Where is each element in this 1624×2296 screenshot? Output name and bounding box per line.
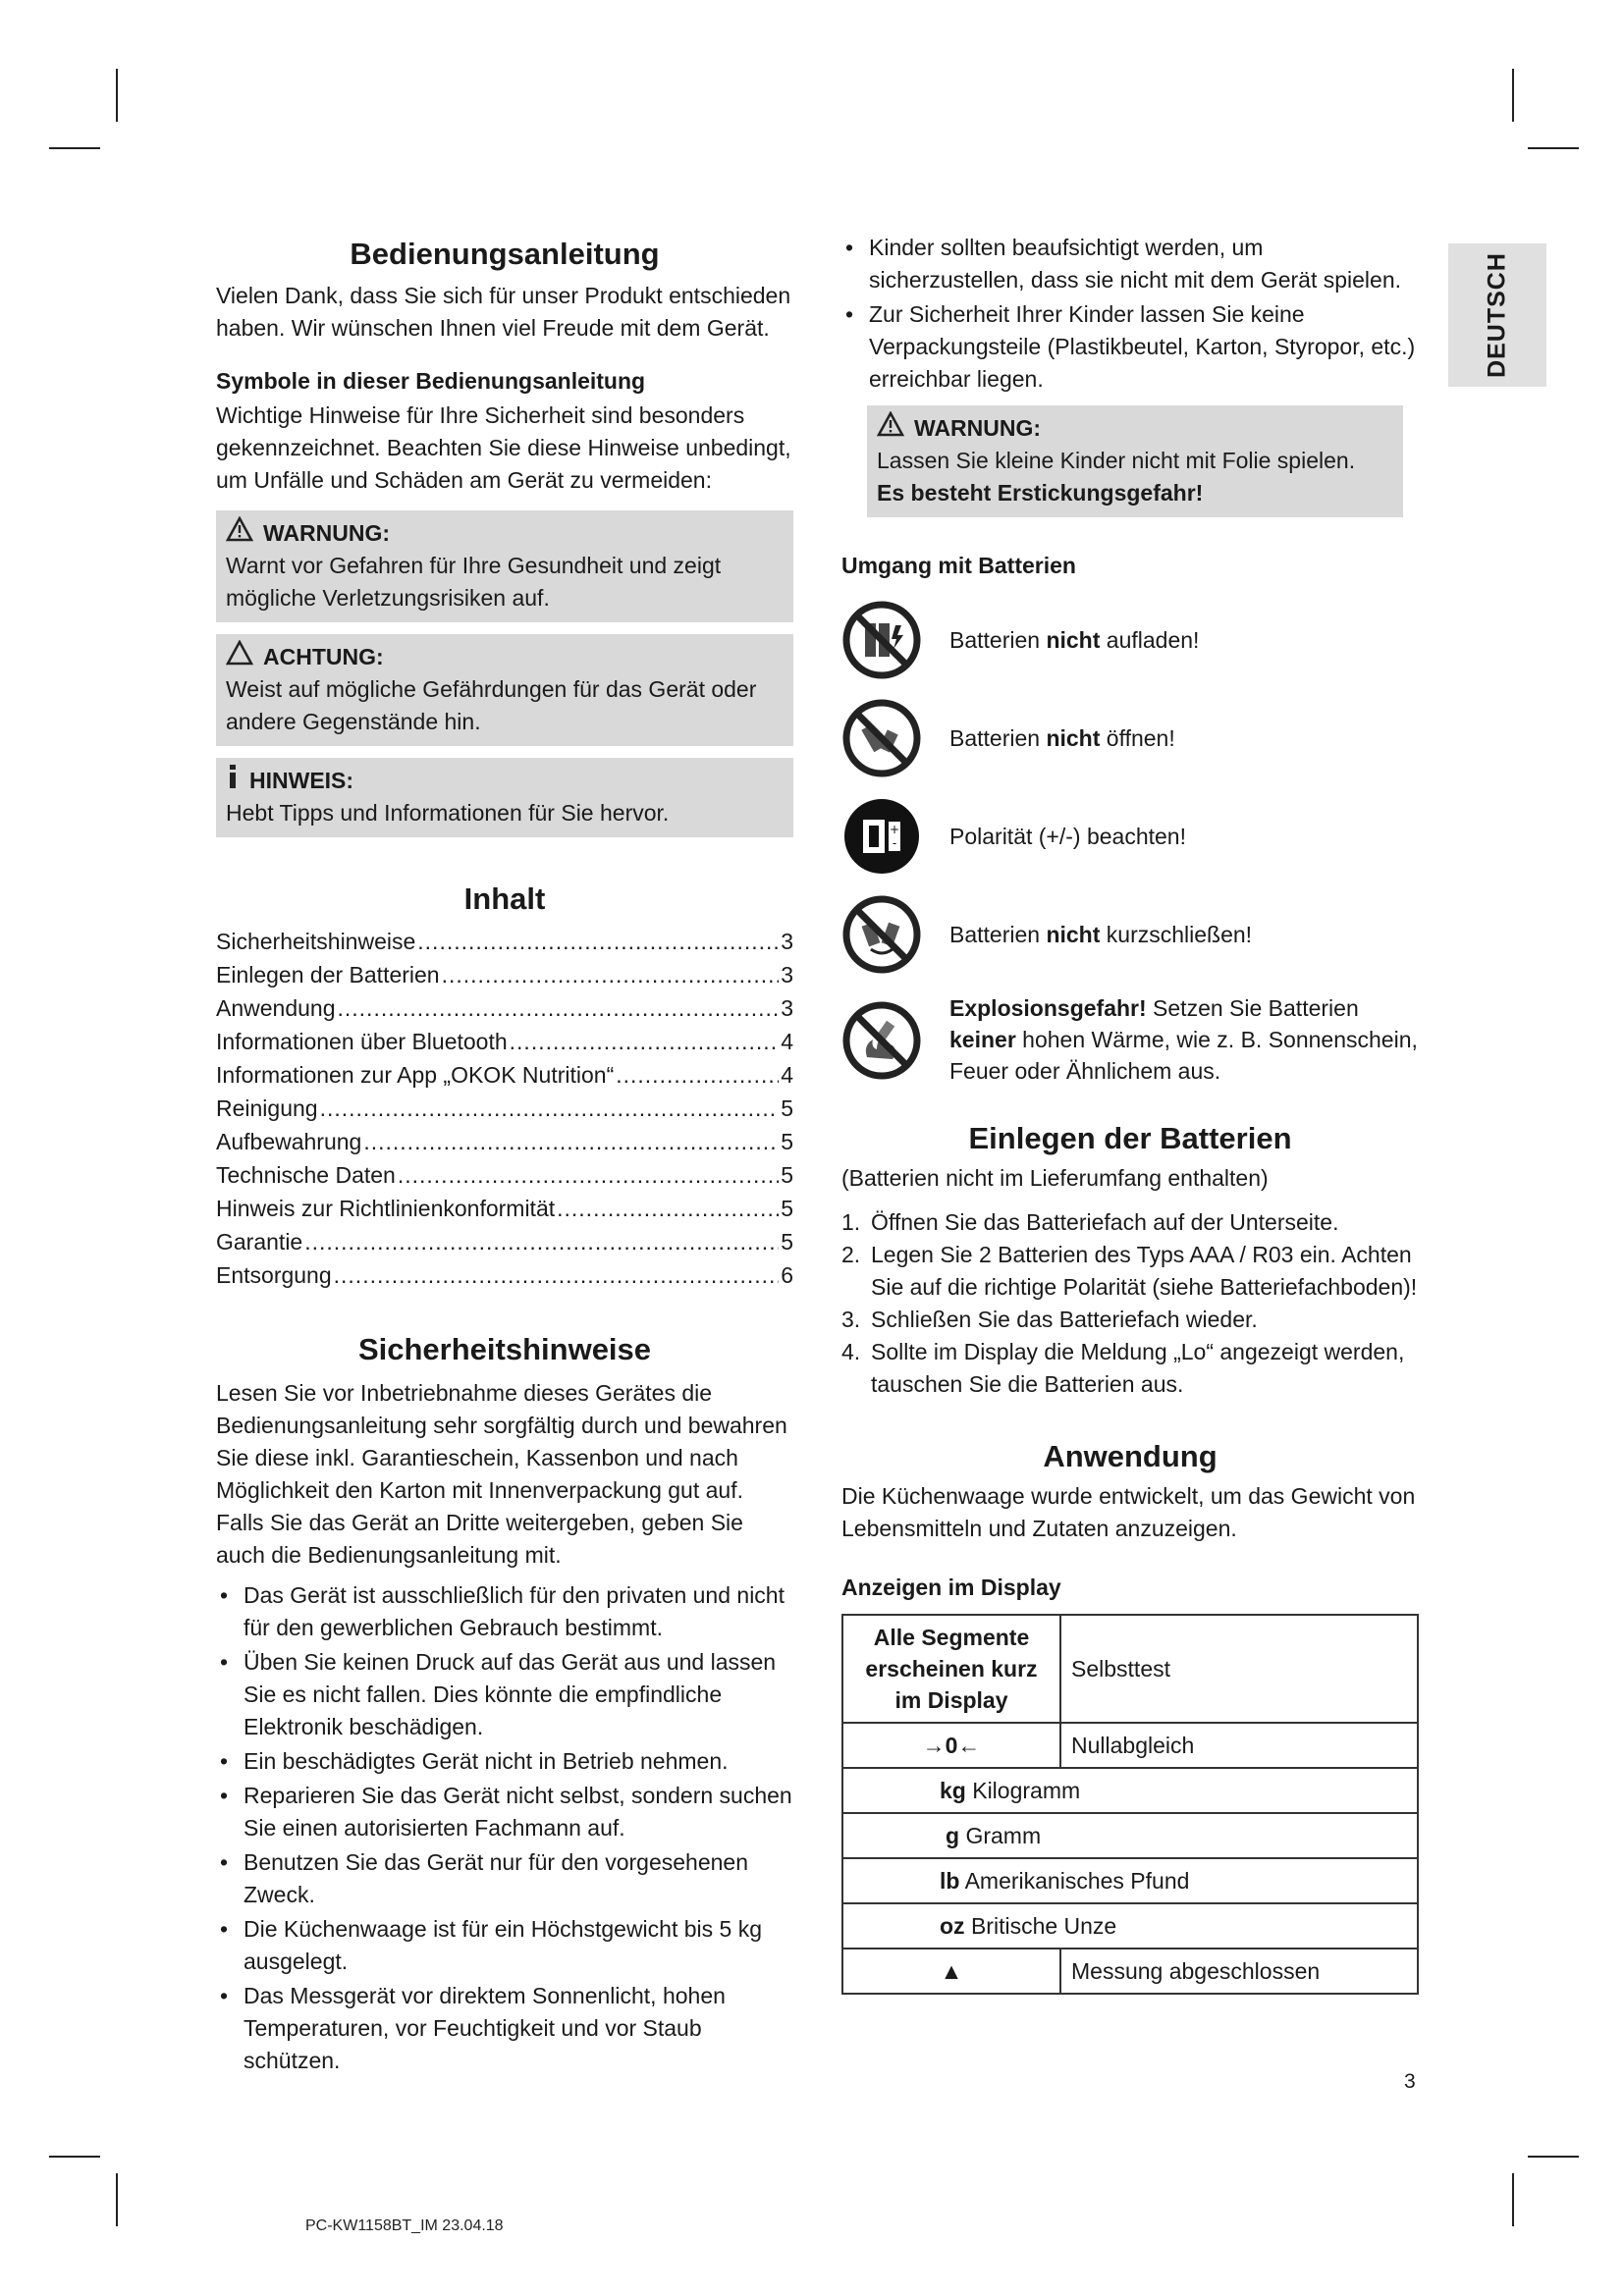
toc-label: Garantie (216, 1228, 303, 1255)
table-row (842, 1949, 1418, 1994)
list-item: • Üben Sie keinen Druck auf das Gerät aus und lassen Sie es nicht fallen. Dies könnte die empfindliche Elektronik beschädigen. (216, 1646, 793, 1743)
language-tab (1448, 243, 1546, 387)
toc-entry[interactable] (216, 1192, 793, 1225)
table-row (842, 1813, 1418, 1858)
crop-mark (116, 69, 118, 122)
crop-mark (1512, 2173, 1514, 2226)
toc-page: 6 (781, 1261, 793, 1288)
warning-title: WARNUNG: (263, 519, 391, 546)
toc-label: Informationen zur App „OKOK Nutrition“ (216, 1061, 615, 1088)
toc-entry[interactable] (216, 1025, 793, 1058)
display-symbols-table (841, 1614, 1419, 1995)
toc-page: 5 (781, 1228, 793, 1255)
safety-list (216, 1579, 793, 2077)
table-cell: Messung abgeschlossen (1060, 1949, 1418, 1994)
info-icon (226, 764, 240, 797)
svg-text:-: - (892, 835, 897, 850)
table-row (842, 1903, 1418, 1949)
crop-mark (116, 2173, 118, 2226)
svg-text:+: + (889, 822, 900, 836)
rule-text: kurzschließen! (1100, 921, 1253, 947)
toc-title: Inhalt (463, 881, 546, 916)
suffocation-warning-box (867, 405, 1403, 517)
rule-text: Batterien (949, 921, 1047, 947)
caution-triangle-icon (226, 640, 253, 673)
table-row (842, 1858, 1418, 1903)
toc-label: Entsorgung (216, 1261, 332, 1288)
list-item: • Die Küchenwaage ist für ein Höchstgewicht bis 5 kg ausgelegt. (216, 1913, 793, 1978)
toc-entry[interactable] (216, 925, 793, 958)
insert-note: (Batterien nicht im Lieferumfang enthalten) (841, 1164, 1269, 1191)
toc-label: Einlegen der Batterien (216, 961, 440, 988)
insert-steps (841, 1206, 1419, 1401)
table-of-contents (216, 925, 793, 1292)
warning-triangle-icon (226, 516, 253, 550)
rule-text: öffnen! (1100, 724, 1175, 751)
safety-intro: Lesen Sie vor Inbetriebnahme dieses Gerätes die Bedienungsanleitung sehr sorgfältig durch und bewahren Sie diese inkl. Garantieschein, Kassenbon und nach Möglichkeit den Karton mit Innenverpackung gut auf. Falls Sie das Gerät an Dritte weitergeben, geben Sie auch die Bedienungsanleitung mit. (216, 1380, 787, 1569)
table-cell: Alle Segmente erscheinen kurz im Display (842, 1615, 1060, 1723)
warning-text: Warnt vor Gefahren für Ihre Gesundheit und zeigt mögliche Verletzungsrisiken auf. (226, 552, 722, 611)
toc-page: 5 (781, 1195, 793, 1221)
rule-text: Batterien (949, 626, 1047, 653)
warning-box (216, 510, 793, 622)
rule-emphasis: nicht (1046, 626, 1101, 653)
list-item: • Das Gerät ist ausschließlich für den privaten und nicht für den gewerblichen Gebrauch bestimmt. (216, 1579, 793, 1644)
language-tab-label: DEUTSCH (1483, 252, 1511, 378)
insert-batteries-title: Einlegen der Batterien (968, 1120, 1292, 1155)
usage-title: Anwendung (1043, 1438, 1218, 1473)
note-title: HINWEIS: (249, 767, 354, 793)
table-cell: →0← (842, 1723, 1060, 1768)
toc-label: Anwendung (216, 994, 336, 1021)
table-row (842, 1768, 1418, 1813)
toc-entry[interactable] (216, 1125, 793, 1158)
no-charging-icon (841, 600, 922, 680)
caution-title: ACHTUNG: (263, 643, 384, 669)
toc-label: Hinweis zur Richtlinienkonformität (216, 1195, 556, 1221)
list-item: • Ein beschädigtes Gerät nicht in Betrieb nehmen. (216, 1745, 793, 1778)
toc-label: Reinigung (216, 1095, 318, 1121)
note-text: Hebt Tipps und Informationen für Sie hervor. (226, 799, 670, 826)
toc-entry[interactable] (216, 991, 793, 1025)
right-column (841, 232, 1419, 1995)
table-cell: g Gramm (842, 1813, 1418, 1858)
crop-mark (1528, 147, 1579, 149)
battery-rule (841, 698, 1419, 778)
list-item: • Zur Sicherheit Ihrer Kinder lassen Sie keine Verpackungsteile (Plastikbeutel, Karton, Styropor, etc.) erreichbar liegen. (841, 298, 1419, 396)
toc-label: Informationen über Bluetooth (216, 1028, 508, 1054)
usage-text: Die Küchenwaage wurde entwickelt, um das Gewicht von Lebensmitteln und Zutaten anzuzeigen. (841, 1482, 1416, 1541)
measurement-complete-icon: ▲ (842, 1949, 1060, 1994)
toc-page: 5 (781, 1128, 793, 1154)
list-item: • Benutzen Sie das Gerät nur für den vorgesehenen Zweck. (216, 1846, 793, 1911)
table-cell: kg Kilogramm (842, 1768, 1418, 1813)
toc-label: Sicherheitshinweise (216, 928, 416, 954)
toc-page: 3 (781, 994, 793, 1021)
table-cell: lb Amerikanisches Pfund (842, 1858, 1418, 1903)
battery-rule (841, 992, 1419, 1087)
rule-text: aufladen! (1100, 626, 1200, 653)
warning-text: Lassen Sie kleine Kinder nicht mit Folie spielen. (877, 448, 1356, 473)
explosion-warning: Explosionsgefahr! Setzen Sie Batterien keiner hohen Wärme, wie z. B. Sonnenschein, Feuer oder Ähnlichem aus. (949, 994, 1418, 1084)
toc-entry[interactable] (216, 1158, 793, 1192)
warning-emphasis: Es besteht Erstickungsgefahr! (877, 480, 1204, 506)
list-item: 4. Sollte im Display die Meldung „Lo“ angezeigt werden, tauschen Sie die Batterien aus. (841, 1338, 1405, 1397)
toc-entry[interactable] (216, 1058, 793, 1092)
warning-triangle-icon (877, 411, 904, 445)
no-opening-icon (841, 698, 922, 778)
rule-text: Batterien (949, 724, 1047, 751)
rule-text: Polarität (+/-) beachten! (949, 823, 1186, 849)
toc-entry[interactable] (216, 1092, 793, 1125)
list-item: 1. Öffnen Sie das Batteriefach auf der Unterseite. (841, 1208, 1339, 1235)
battery-rule (841, 796, 1419, 877)
toc-entry[interactable] (216, 958, 793, 991)
crop-mark (49, 2156, 100, 2158)
children-safety-list (841, 232, 1419, 396)
page-number: 3 (1404, 2070, 1416, 2093)
no-short-circuit-icon (841, 894, 922, 975)
battery-rule (841, 894, 1419, 975)
caution-box (216, 634, 793, 746)
list-item: 3. Schließen Sie das Batteriefach wieder. (841, 1306, 1258, 1332)
list-item: • Das Messgerät vor direktem Sonnenlicht, hohen Temperaturen, vor Feuchtigkeit und vor Staub schützen. (216, 1980, 793, 2077)
table-row (842, 1723, 1418, 1768)
intro-text: Vielen Dank, dass Sie sich für unser Produkt entschieden haben. Wir wünschen Ihnen viel Freude mit dem Gerät. (216, 283, 791, 342)
caution-text: Weist auf mögliche Gefährdungen für das Gerät oder andere Gegenstände hin. (226, 675, 757, 734)
toc-page: 5 (781, 1161, 793, 1188)
list-item: • Kinder sollten beaufsichtigt werden, um sicherzustellen, dass sie nicht mit dem Gerät spielen. (841, 232, 1419, 296)
note-box (216, 758, 793, 837)
toc-label: Aufbewahrung (216, 1128, 362, 1154)
toc-page: 4 (781, 1061, 793, 1088)
no-heat-icon (841, 1000, 922, 1081)
warning-title: WARNUNG: (914, 415, 1042, 441)
list-item: • Reparieren Sie das Gerät nicht selbst, sondern suchen Sie einen autorisierten Fachmann auf. (216, 1780, 793, 1844)
polarity-icon (841, 796, 922, 877)
list-item: 2. Legen Sie 2 Batterien des Typs AAA / R03 ein. Achten Sie auf die richtige Polarität (siehe Batteriefachboden)! (841, 1241, 1418, 1300)
rule-emphasis: nicht (1046, 921, 1101, 947)
toc-label: Technische Daten (216, 1161, 396, 1188)
symbols-heading: Symbole in dieser Bedienungsanleitung (216, 368, 646, 395)
toc-page: 4 (781, 1028, 793, 1054)
safety-title: Sicherheitshinweise (357, 1331, 652, 1366)
battery-rule (841, 600, 1419, 680)
footer-code: PC-KW1158BT_IM 23.04.18 (305, 2217, 504, 2234)
symbols-text: Wichtige Hinweise für Ihre Sicherheit sind besonders gekennzeichnet. Beachten Sie diese Hinweise unbedingt, um Unfälle und Schäden am Gerät zu vermeiden: (216, 401, 791, 493)
rule-emphasis: nicht (1046, 724, 1101, 751)
toc-page: 3 (781, 928, 793, 954)
table-row (842, 1615, 1418, 1723)
toc-page: 3 (781, 961, 793, 988)
crop-mark (49, 147, 100, 149)
table-cell: Selbsttest (1060, 1615, 1418, 1723)
toc-entry[interactable] (216, 1225, 793, 1258)
table-cell: oz Britische Unze (842, 1903, 1418, 1949)
manual-title: Bedienungsanleitung (350, 237, 660, 271)
left-column (216, 232, 793, 2079)
toc-entry[interactable] (216, 1258, 793, 1292)
display-heading: Anzeigen im Display (841, 1574, 1061, 1600)
battery-rules (841, 600, 1419, 1087)
crop-mark (1512, 69, 1514, 122)
table-cell: Nullabgleich (1060, 1723, 1418, 1768)
crop-mark (1528, 2156, 1579, 2158)
battery-heading: Umgang mit Batterien (841, 553, 1076, 578)
toc-page: 5 (781, 1095, 793, 1121)
